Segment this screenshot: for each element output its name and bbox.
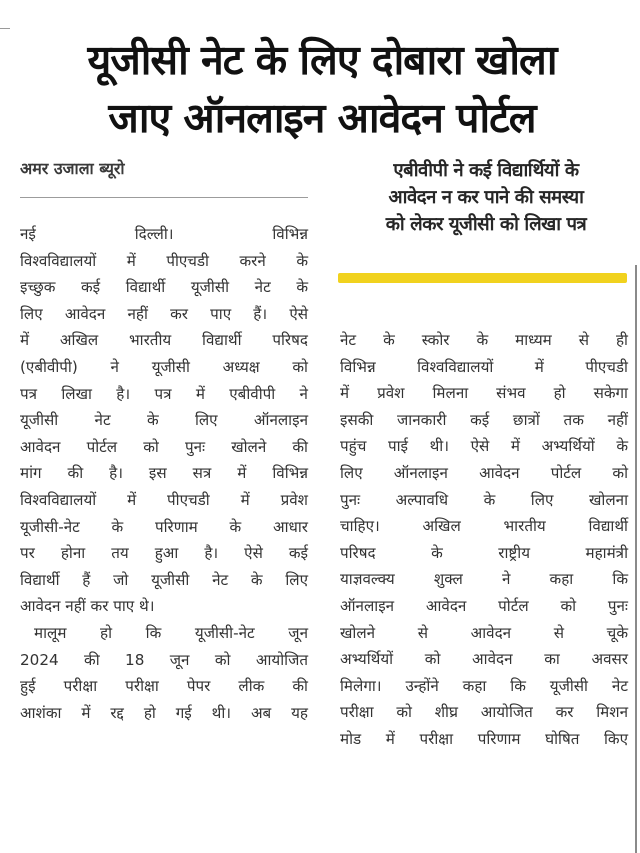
body-line: इसकी जानकारी कई छात्रों तक नहीं	[340, 410, 628, 429]
body-line: लिए आवेदन नहीं कर पाए हैं। ऐसे	[20, 304, 308, 323]
body-line: आवेदन पोर्टल को पुनः खोलने की	[20, 437, 308, 456]
body-line: पहुंच पाई थी। ऐसे में अभ्यर्थियों के	[340, 437, 628, 456]
body-line: विद्यार्थी हैं जो यूजीसी नेट के लिए	[20, 570, 308, 589]
body-line: 2024 की 18 जून को आयोजित	[20, 650, 308, 669]
body-line: मांग की है। इस सत्र में विभिन्न	[20, 464, 308, 483]
body-line: याज्ञवल्क्य शुक्ल ने कहा कि	[340, 570, 628, 589]
body-line: मिलेगा। उन्होंने कहा कि यूजीसी नेट	[340, 676, 628, 695]
body-line: ऑनलाइन आवेदन पोर्टल को पुनः	[340, 596, 628, 615]
body-line: परीक्षा को शीघ्र आयोजित कर मिशन	[340, 703, 628, 722]
column-rule-mark	[0, 28, 10, 29]
body-line: (एबीवीपी) ने यूजीसी अध्यक्ष को	[20, 357, 308, 376]
body-line: नेट के स्कोर के माध्यम से ही	[340, 331, 628, 349]
subheadline	[336, 157, 636, 238]
body-line: विश्वविद्यालयों में पीएचडी करने के	[20, 251, 308, 270]
body-line: हुई परीक्षा परीक्षा पेपर लीक की	[20, 677, 308, 696]
page-edge-border	[635, 265, 637, 853]
body-line: आशंका में रद्द हो गई थी। अब यह	[20, 703, 308, 722]
body-line: विश्वविद्यालयों में पीएचडी में प्रवेश	[20, 490, 308, 509]
byline: अमर उजाला ब्यूरो	[20, 159, 125, 178]
subheadline-line-1: एबीवीपी ने कई विद्यार्थियों के	[393, 160, 579, 181]
body-line: पत्र लिखा है। पत्र में एबीवीपी ने	[20, 384, 308, 403]
body-line: चाहिए। अखिल भारतीय विद्यार्थी	[340, 517, 628, 536]
yellow-highlight-bar	[338, 273, 627, 283]
subheadline-line-2: आवेदन न कर पाने की समस्या	[388, 187, 584, 208]
subheadline-line-3: को लेकर यूजीसी को लिखा पत्र	[385, 214, 587, 235]
body-line: अभ्यर्थियों को आवेदन का अवसर	[340, 650, 628, 669]
body-line: यूजीसी-नेट के परिणाम के आधार	[20, 517, 308, 536]
body-line: यूजीसी नेट के लिए ऑनलाइन	[20, 411, 308, 430]
body-line: विभिन्न विश्वविद्यालयों में पीएचडी	[340, 357, 628, 376]
body-line: मोड में परीक्षा परिणाम घोषित किए	[340, 729, 628, 748]
body-line: नई दिल्ली। विभिन्न	[20, 225, 308, 243]
headline-line-1: यूजीसी नेट के लिए दोबारा खोला	[87, 36, 557, 85]
body-line: परिषद के राष्ट्रीय महामंत्री	[340, 543, 628, 562]
body-line: पुनः अल्पावधि के लिए खोलना	[340, 490, 628, 509]
article-column-left	[20, 221, 308, 726]
body-line: पर होना तय हुआ है। ऐसे कई	[20, 544, 308, 563]
body-line: आवेदन नहीं कर पाए थे।	[20, 597, 155, 616]
headline	[14, 31, 630, 147]
body-line: खोलने से आवेदन से चूके	[340, 623, 628, 642]
body-line: में अखिल भारतीय विद्यार्थी परिषद	[20, 331, 308, 350]
article-column-right	[340, 327, 628, 753]
headline-line-2: जाए ऑनलाइन आवेदन पोर्टल	[108, 94, 536, 143]
byline-divider	[20, 197, 308, 198]
body-line: लिए ऑनलाइन आवेदन पोर्टल को	[340, 463, 628, 482]
body-line: मालूम हो कि यूजीसी-नेट जून	[34, 623, 308, 642]
body-line: इच्छुक कई विद्यार्थी यूजीसी नेट के	[20, 278, 308, 297]
body-line: में प्रवेश मिलना संभव हो सकेगा	[340, 384, 628, 403]
